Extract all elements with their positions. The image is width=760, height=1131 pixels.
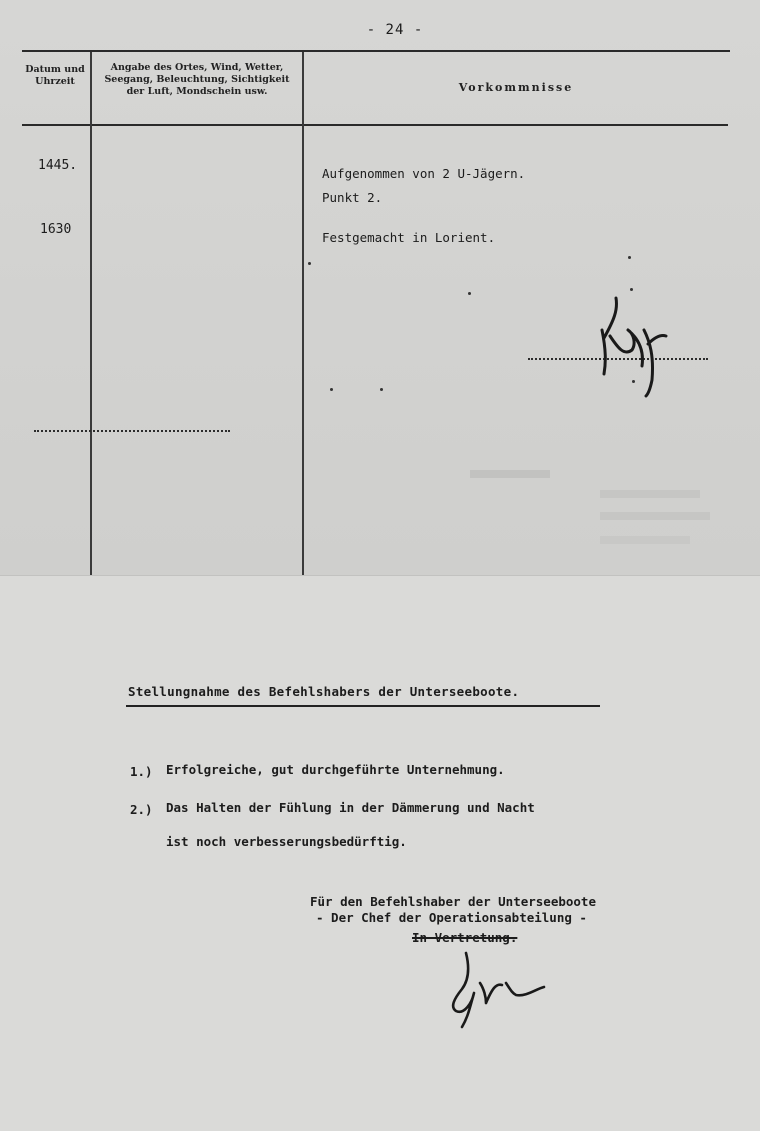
bleed-through-mark (600, 536, 690, 544)
row-time: 1630 (40, 222, 72, 237)
stellungnahme-point-text: Erfolgreiche, gut durchgeführte Unternehmung. (166, 762, 505, 777)
page-number: - 24 - (366, 22, 424, 38)
header-vorkommnisse: Vorkommnisse (458, 81, 574, 94)
signature-line-2: - Der Chef der Operationsabteilung - (316, 910, 587, 925)
stellungnahme-title: Stellungnahme des Befehlshabers der Unterseeboote. (128, 684, 520, 699)
stray-mark (380, 388, 383, 391)
stellungnahme-point-number: 2.) (130, 802, 153, 817)
row-entry-line: Punkt 2. (322, 190, 383, 205)
bleed-through-mark (470, 470, 550, 478)
bleed-through-mark (600, 490, 700, 498)
stellungnahme-point-text: Das Halten der Fühlung in der Dämmerung und Nacht (166, 800, 535, 815)
stellungnahme-point-number: 1.) (130, 764, 153, 779)
row-entry-line: Festgemacht in Lorient. (322, 230, 496, 245)
handwritten-initials (588, 290, 678, 400)
stray-mark (330, 388, 333, 391)
row-end-dotted-line (34, 430, 230, 432)
bleed-through-mark (600, 512, 710, 520)
row-entry-line: Aufgenommen von 2 U-Jägern. (322, 166, 526, 181)
header-angabe: Angabe des Ortes, Wind, Wetter, Seegang, Beleuchtung, Sichtigkeit der Luft, Mondschein usw. (104, 62, 290, 97)
stellungnahme-sheet (0, 575, 760, 1131)
stellungnahme-title-underline (126, 705, 600, 707)
stray-mark (308, 262, 311, 265)
handwritten-signature (440, 945, 560, 1035)
row-time: 1445. (38, 158, 78, 173)
signature-line-1: Für den Befehlshaber der Unterseeboote (310, 894, 596, 909)
table-header-rule (22, 124, 728, 126)
stellungnahme-point-text: ist noch verbesserungsbedürftig. (166, 834, 407, 849)
stray-mark (628, 256, 631, 259)
signature-line-struck: In Vertretung. (412, 930, 518, 945)
stray-mark (468, 292, 471, 295)
table-top-rule (22, 50, 730, 52)
header-datum: Datum und Uhrzeit (25, 64, 85, 87)
